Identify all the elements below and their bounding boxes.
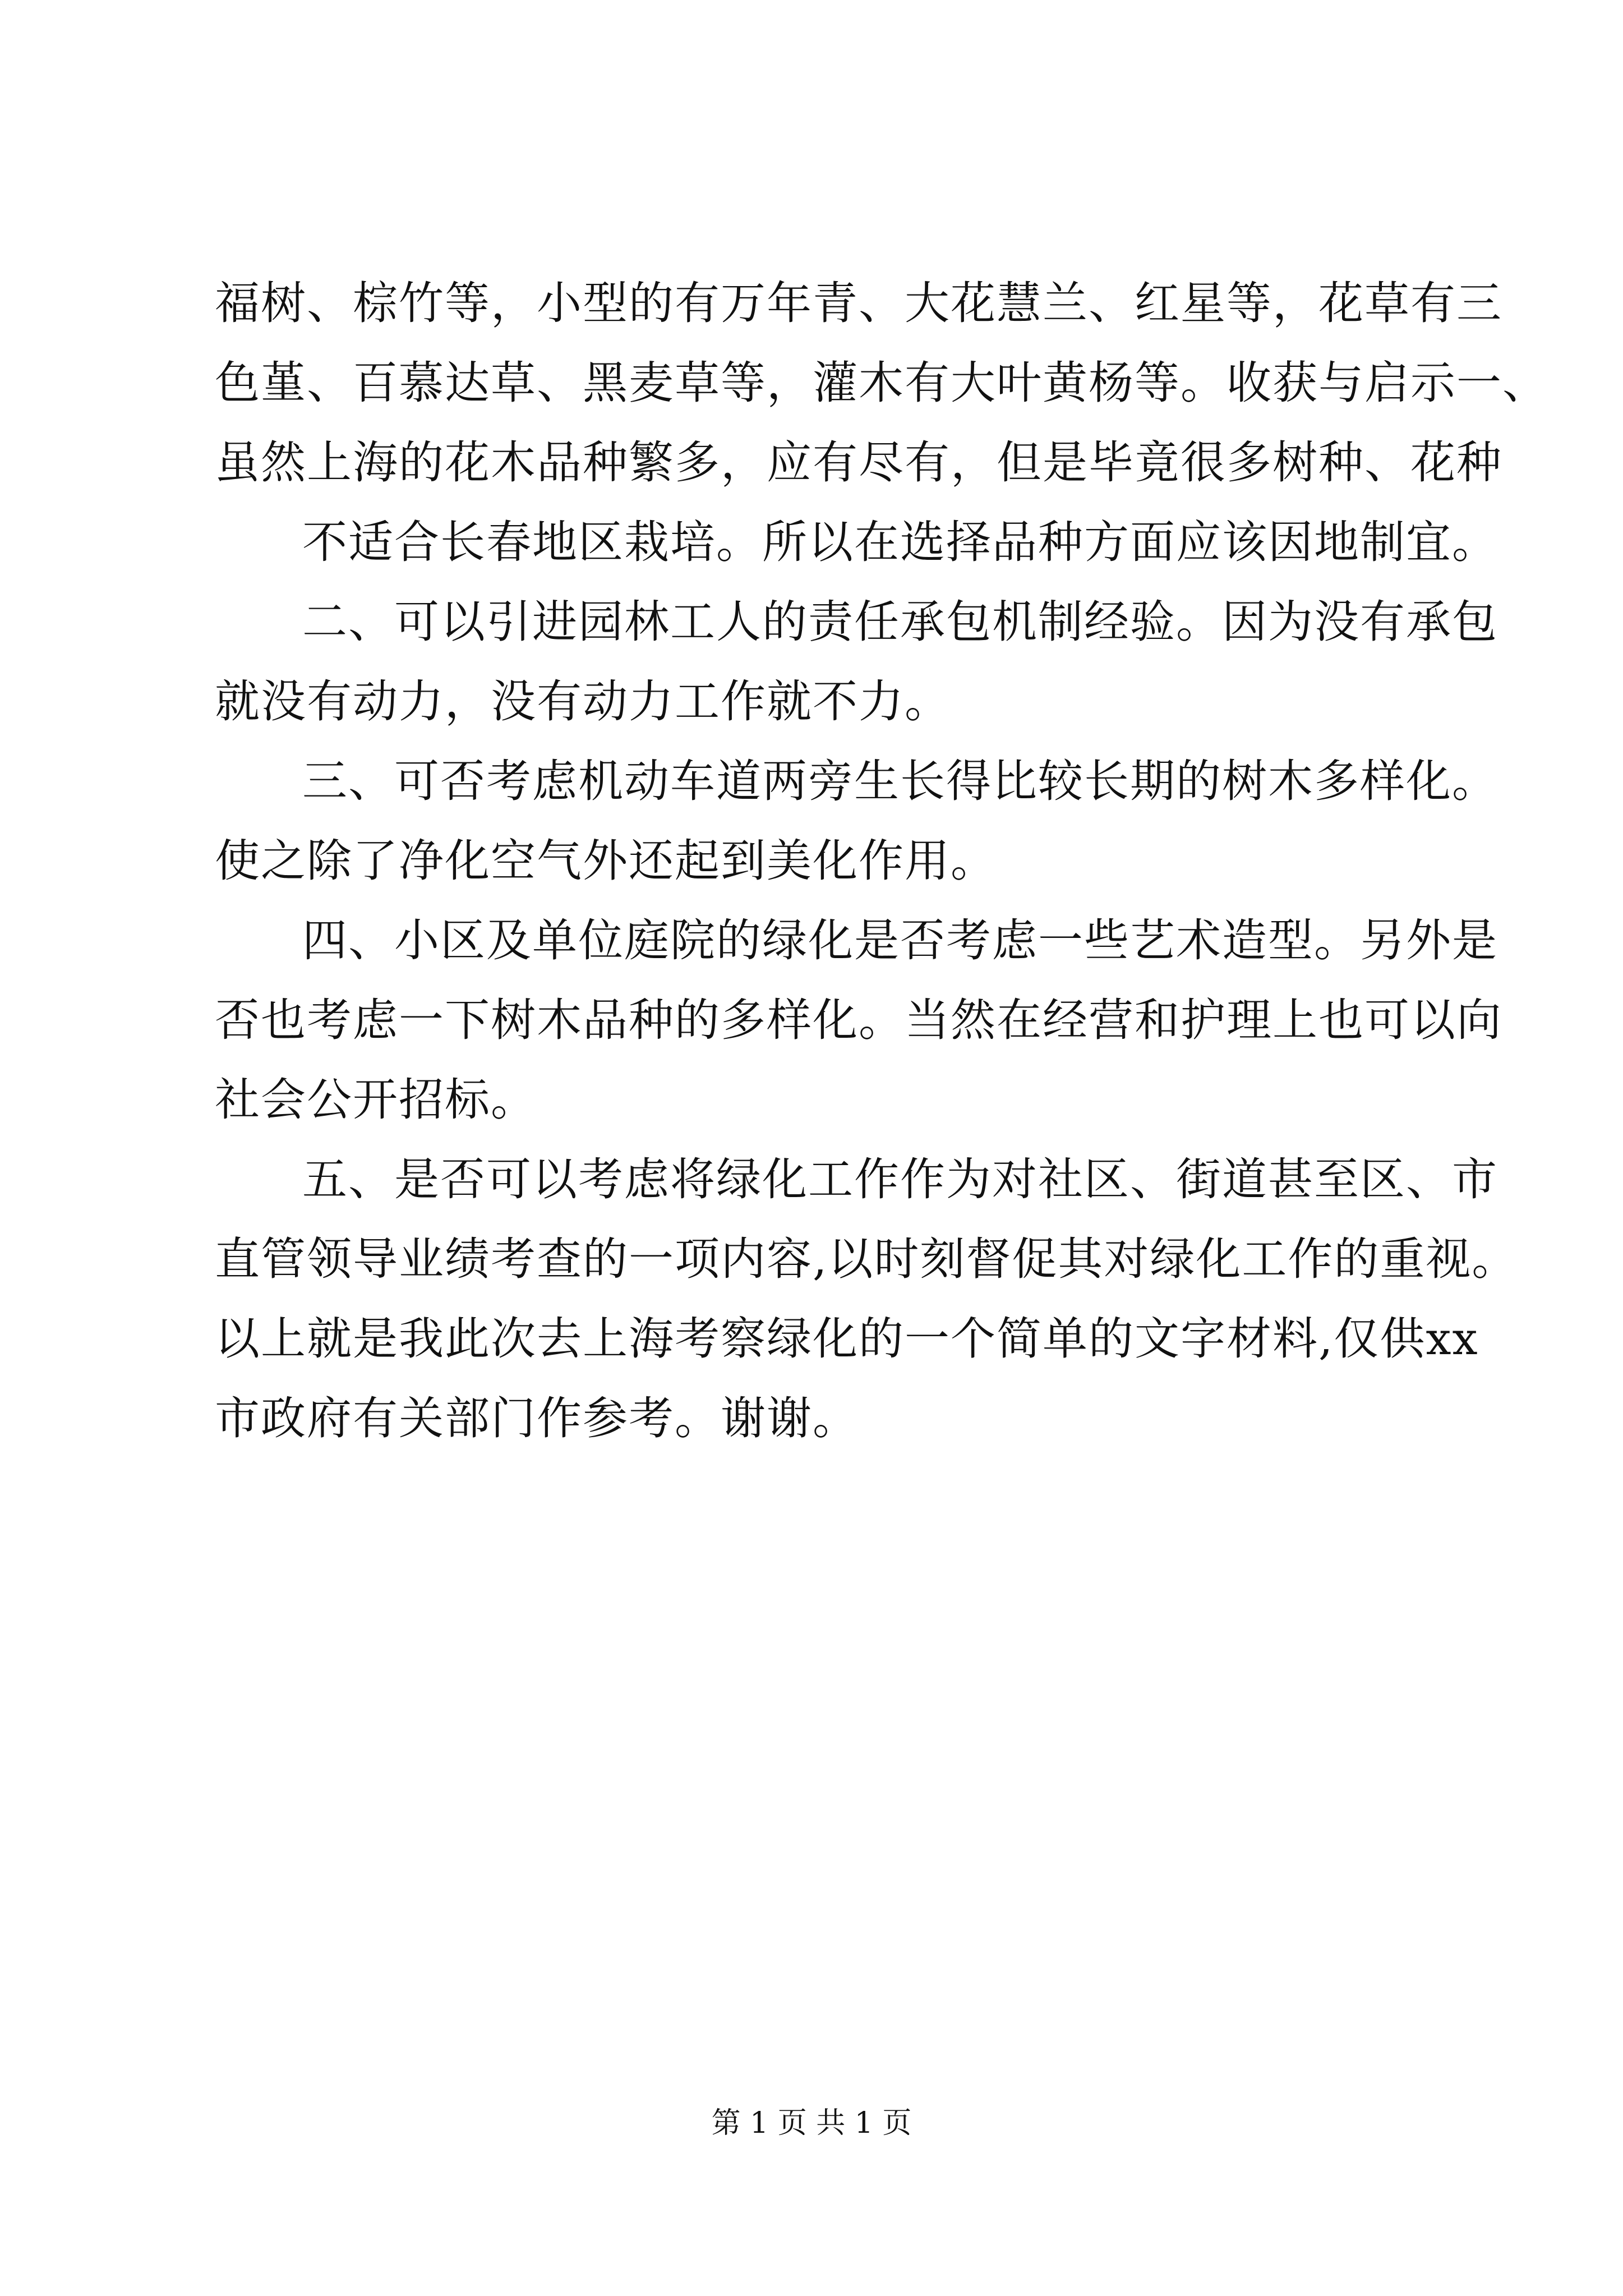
text-line: 虽然上海的花木品种繁多，应有尽有，但是毕竟很多树种、花种 xyxy=(215,436,1502,489)
text-line: 使之除了净化空气外还起到美化作用。 xyxy=(215,835,997,887)
document-body xyxy=(215,264,1548,1458)
text-line: 市政府有关部门作参考。谢谢。 xyxy=(215,1392,859,1444)
text-line: 四、小区及单位庭院的绿化是否考虑一些艺术造型。另外是 xyxy=(302,914,1498,967)
text-line: 社会公开招标。 xyxy=(215,1074,537,1126)
text-line: 二、可以引进园林工人的责任承包机制经验。因为没有承包 xyxy=(302,596,1498,648)
text-line: 色堇、百慕达草、黑麦草等，灌木有大叶黄杨等。收获与启示一、 xyxy=(215,357,1548,409)
text-line: 就没有动力，没有动力工作就不力。 xyxy=(215,675,951,728)
text-line: 以上就是我此次去上海考察绿化的一个简单的文字材料,仅供xx xyxy=(215,1313,1479,1365)
text-line: 三、可否考虑机动车道两旁生长得比较长期的树木多样化。 xyxy=(302,755,1498,807)
text-line: 直管领导业绩考查的一项内容,以时刻督促其对绿化工作的重视。 xyxy=(215,1233,1518,1285)
text-line: 不适合长春地区栽培。所以在选择品种方面应该因地制宜。 xyxy=(302,516,1498,568)
text-line: 五、是否可以考虑将绿化工作作为对社区、街道甚至区、市 xyxy=(302,1153,1498,1205)
page-number-footer: 第 1 页 共 1 页 xyxy=(711,2106,912,2140)
text-line: 否也考虑一下树木品种的多样化。当然在经营和护理上也可以向 xyxy=(215,994,1502,1046)
text-line: 福树、棕竹等，小型的有万年青、大花慧兰、红星等，花草有三 xyxy=(215,277,1502,329)
